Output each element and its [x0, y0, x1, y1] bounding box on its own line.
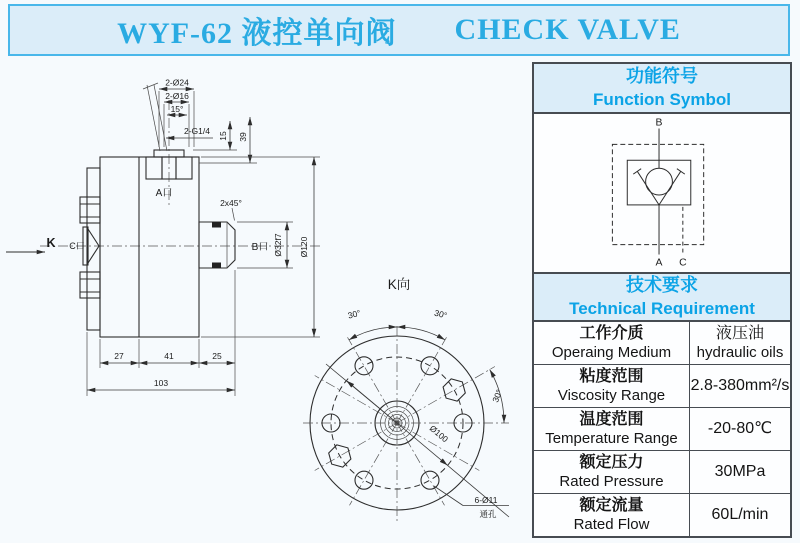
- holes-callout-line2: 通孔: [479, 509, 497, 519]
- spec-label-en: Operaing Medium: [551, 343, 672, 361]
- title-bar: [8, 4, 790, 56]
- bolt-circle-label: Ø100: [427, 423, 451, 445]
- dim-103-label: 103: [153, 378, 169, 388]
- spec-table: [532, 62, 792, 538]
- technical-requirement-header: [534, 274, 790, 322]
- dim-thread-label: 2-G1/4: [184, 126, 210, 136]
- function-symbol-header-en: Function Symbol: [593, 89, 731, 109]
- port-c-label: C口: [69, 241, 85, 251]
- function-symbol-cell: [534, 114, 790, 274]
- spec-label-cn: 粘度范围: [579, 367, 644, 385]
- hex-plug-upper-right: [443, 379, 465, 401]
- dim-d120-label: Ø120: [299, 236, 309, 258]
- angle-top-left-label: 30°: [346, 307, 362, 321]
- technical-requirement-header-en: Technical Requirement: [569, 298, 755, 318]
- symbol-port-c-label: C: [679, 257, 687, 269]
- spec-row-rated-flow: [534, 494, 790, 536]
- dim-25-label: 25: [212, 351, 222, 361]
- spec-label-cn: 额定流量: [579, 496, 644, 514]
- spec-row-rated-pressure: [534, 451, 790, 494]
- technical-requirement-header-cn: 技术要求: [626, 275, 698, 296]
- dim-2xd24-label: 2-Ø24: [165, 77, 189, 88]
- check-valve-symbol: [534, 114, 790, 272]
- chamfer-label: 2x45°: [220, 198, 242, 208]
- spec-label-cn: 工作介质: [579, 324, 644, 342]
- symbol-port-a-label: A: [655, 257, 663, 269]
- spec-label-en: Rated Pressure: [559, 472, 664, 490]
- spec-label-cn: 温度范围: [579, 410, 644, 428]
- spec-label: [534, 322, 690, 364]
- spec-value-text: 60L/min: [711, 506, 769, 523]
- spec-label-en: Temperature Range: [545, 429, 678, 447]
- spec-value: [690, 494, 790, 536]
- centerlines: [303, 326, 509, 521]
- page-title-english: CHECK VALVE: [454, 13, 681, 46]
- function-symbol-header: [534, 64, 790, 114]
- spec-label: [534, 451, 690, 493]
- spec-row-operating-medium: [534, 322, 790, 365]
- dim-27-label: 27: [114, 351, 124, 361]
- spec-label: [534, 494, 690, 536]
- dim-41-label: 41: [164, 351, 174, 361]
- side-view: [6, 78, 322, 397]
- spec-value-text: 30MPa: [714, 463, 766, 480]
- spec-value: [690, 408, 790, 450]
- port-b-section: [199, 198, 242, 268]
- spec-row-temperature-range: [534, 408, 790, 451]
- dim-2xd16-label: 2-Ø16: [165, 91, 189, 101]
- engineering-drawing: [0, 56, 532, 543]
- spec-label-en: Viscosity Range: [557, 386, 666, 404]
- k-view: [303, 277, 509, 521]
- view-k-arrow-label: K: [46, 236, 56, 250]
- angle-top-right-label: 30°: [433, 307, 449, 321]
- port-a-label: A口: [155, 188, 173, 199]
- page-title-model: WYF-62 液控单向阀: [117, 17, 397, 50]
- dim-d32f7-label: Ø32f7: [273, 233, 283, 257]
- spec-value-text: -20-80℃: [707, 420, 773, 437]
- k-view-title: K向: [387, 277, 411, 292]
- port-b-label: B口: [251, 242, 269, 253]
- angle-right-label: 30°: [490, 388, 505, 404]
- spec-label-en: Rated Flow: [573, 515, 650, 533]
- holes-callout-line1: 6-Ø11: [474, 495, 498, 505]
- spec-value-text: 2.8-380mm²/s: [690, 377, 790, 394]
- function-symbol-header-cn: 功能符号: [626, 66, 698, 87]
- spec-label-cn: 额定压力: [579, 453, 644, 471]
- spec-row-viscosity-range: [534, 365, 790, 408]
- bottom-dimensions: [87, 270, 235, 396]
- spec-value: [690, 365, 790, 407]
- spec-value: [690, 451, 790, 493]
- symbol-port-b-label: B: [655, 117, 663, 129]
- dim-15deg-label: 15°: [170, 104, 184, 114]
- holes-callout: [434, 486, 509, 519]
- spec-label: [534, 408, 690, 450]
- spec-value: [690, 322, 790, 364]
- dim-39-label: 39: [238, 132, 248, 142]
- angle-dimensions: [347, 308, 505, 423]
- spec-label: [534, 365, 690, 407]
- spec-value-en: hydraulic oils: [696, 343, 784, 361]
- spec-value-cn: 液压油: [715, 324, 764, 342]
- dim-15-label: 15: [218, 131, 228, 141]
